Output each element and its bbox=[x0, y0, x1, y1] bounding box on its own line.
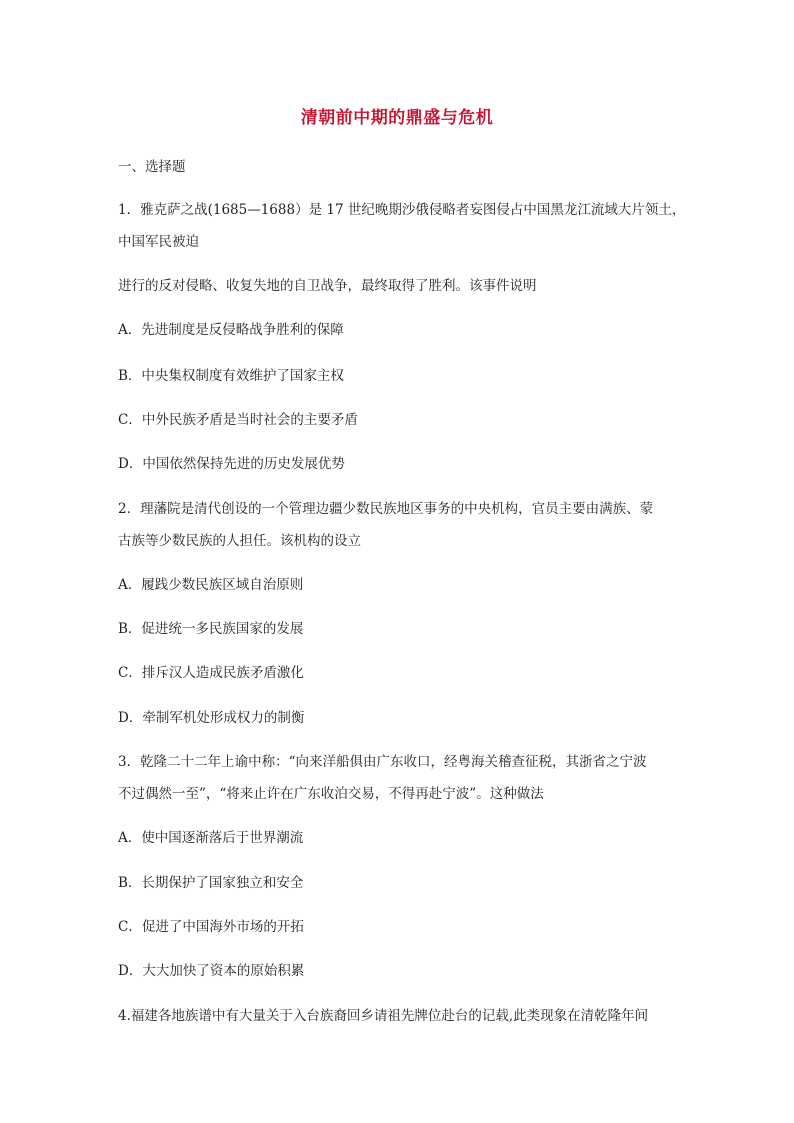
question-2-option-d: D．牵制军机处形成权力的制衡 bbox=[118, 710, 305, 726]
question-2-option-a: A．履践少数民族区域自治原则 bbox=[118, 577, 304, 593]
question-1-option-a: A．先进制度是反侵略战争胜利的保障 bbox=[118, 322, 344, 338]
question-3-option-a: A．使中国逐渐落后于世界潮流 bbox=[118, 830, 304, 846]
question-4-stem-line-1: 4.福建各地族谱中有大量关于入台族裔回乡请祖先牌位赴台的记载,此类现象在清乾隆年间 bbox=[118, 1008, 649, 1024]
question-3-option-c: C．促进了中国海外市场的开拓 bbox=[118, 919, 304, 935]
question-3-stem-line-2: 不过偶然一至”，“将来止许在广东收泊交易，不得再赴宁波”。这种做法 bbox=[118, 786, 544, 802]
document-title: 清朝前中期的鼎盛与危机 bbox=[300, 108, 494, 128]
question-3-stem-line-1: 3．乾隆二十二年上谕中称：“向来洋船俱由广东收口，经粤海关稽查征税，其浙省之宁波 bbox=[118, 754, 647, 770]
question-1-stem-line-1: 1．雅克萨之战(1685—1688）是 17 世纪晚期沙俄侵略者妄图侵占中国黑龙江流域大片领土， bbox=[118, 202, 686, 218]
question-2-option-c: C．排斥汉人造成民族矛盾激化 bbox=[118, 665, 304, 681]
question-1-stem-line-2: 中国军民被迫 bbox=[118, 234, 199, 250]
section-heading: 一、选择题 bbox=[118, 159, 186, 175]
question-3-option-d: D．大大加快了资本的原始积累 bbox=[118, 963, 305, 979]
question-3-option-b: B．长期保护了国家独立和安全 bbox=[118, 875, 304, 891]
question-1-stem-line-3: 进行的反对侵略、收复失地的自卫战争，最终取得了胜利。该事件说明 bbox=[118, 278, 537, 294]
question-2-stem-line-1: 2．理藩院是清代创设的一个管理边疆少数民族地区事务的中央机构，官员主要由满族、蒙 bbox=[118, 501, 654, 517]
question-1-option-c: C．中外民族矛盾是当时社会的主要矛盾 bbox=[118, 412, 358, 428]
question-1-option-d: D．中国依然保持先进的历史发展优势 bbox=[118, 456, 345, 472]
question-1-option-b: B．中央集权制度有效维护了国家主权 bbox=[118, 368, 344, 384]
question-2-option-b: B．促进统一多民族国家的发展 bbox=[118, 621, 304, 637]
question-2-stem-line-2: 古族等少数民族的人担任。该机构的设立 bbox=[118, 533, 361, 549]
